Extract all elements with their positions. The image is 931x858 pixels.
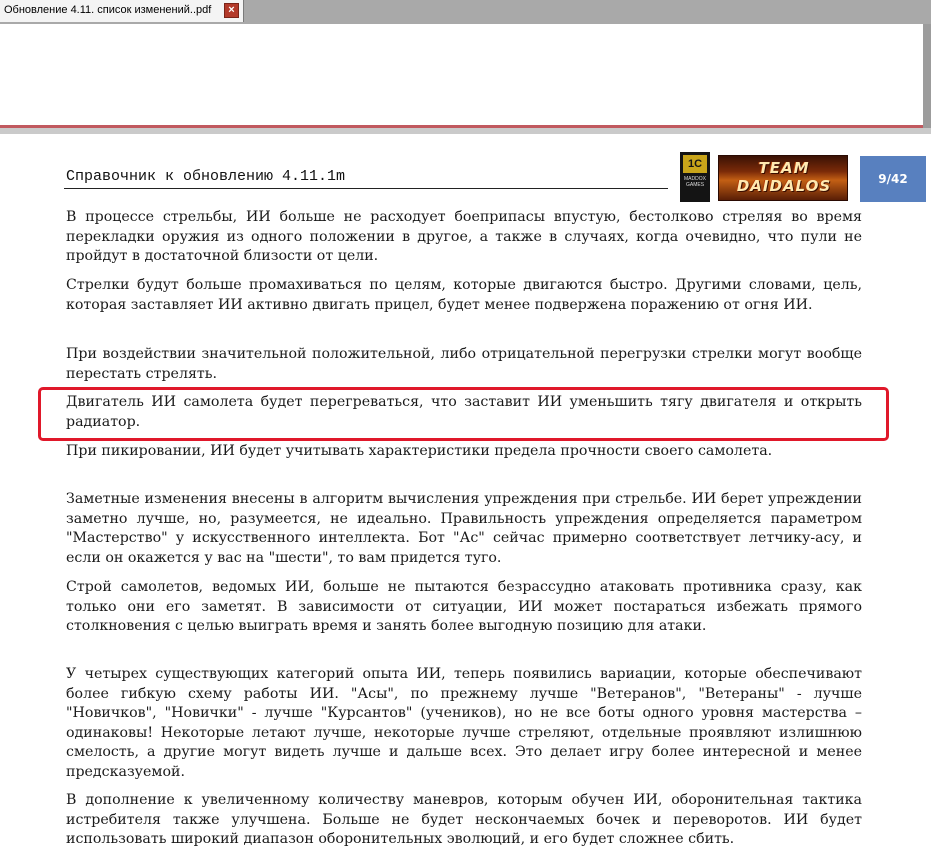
paragraph-9: В дополнение к увеличенному количеству маневров, которым обучен ИИ, оборонительная тактика истребителя также улучшена. Больше не будет нескончаемых бочек и переворотов. ИИ будет использовать широкий диапазон оборонительных эволюций, и его будет сложнее сбить. (66, 792, 862, 848)
toolbar-scroll-edge (923, 24, 931, 128)
team-daidalos-logo-text: TEAM DAIDALOS (736, 159, 832, 195)
pdf-page (0, 134, 931, 858)
tab-bar (0, 0, 931, 24)
logo-1c-subtitle: MADDOX GAMES (684, 176, 706, 188)
close-icon[interactable]: × (224, 3, 239, 18)
paragraph-3: При воздействии значительной положительной, либо отрицательной перегрузки стрелки могут вообще перестать стрелять. (66, 346, 862, 382)
running-title: Справочник к обновлению 4.11.1m (66, 168, 346, 185)
paragraph-4-highlighted: Двигатель ИИ самолета будет перегреваться, что заставит ИИ уменьшить тягу двигателя и открыть радиатор. (66, 394, 862, 430)
maddox-games-logo (680, 152, 710, 202)
highlight-box (38, 387, 889, 441)
paragraph-1: В процессе стрельбы, ИИ больше не расходует боеприпасы впустую, бестолково стреляя во время перекладки оружия из одного положении в другое, а также в случаях, когда очевидно, что пули не пройдут в достаточной близости от цели. (66, 209, 862, 265)
paragraph-5: При пикировании, ИИ будет учитывать характеристики предела прочности своего самолета. (66, 443, 773, 459)
paragraph-2: Стрелки будут больше промахиваться по целям, которые двигаются быстро. Другими словами, цель, которая заставляет ИИ активно двигать прицел, будет менее подвержена поражению от огня ИИ. (66, 277, 862, 313)
paragraph-8: У четырех существующих категорий опыта ИИ, теперь появились вариации, которые обеспечивают более гибкую схему работы ИИ. "Асы", по прежнему лучше "Ветеранов", "Ветераны" - лучше "Новичков", "Новички" - лучше "Курсантов" (учеников), но не все боты одного уровня мастерства – одинаковы! Некоторые летают лучше, некоторые лучше стреляют, отдельные проявляют излишнюю смелость, а другие могут видеть лучше и дальше всех. Это делает игру более интересной и менее предсказуемой. (66, 666, 862, 780)
paragraph-7: Строй самолетов, ведомых ИИ, больше не пытаются безрассудно атаковать противника сразу, как только они его заметят. В зависимости от ситуации, ИИ может постараться избежать прямого столкновения с целью выиграть время и занять более выгодную позицию для атаки. (66, 579, 862, 635)
page-number-badge: 9/42 (860, 156, 926, 202)
tab-title[interactable]: Обновление 4.11. список изменений..pdf (4, 4, 212, 16)
toolbar-area (0, 24, 923, 128)
paragraph-6: Заметные изменения внесены в алгоритм вычисления упреждения при стрельбе. ИИ берет упреждении заметно лучше, но, разумеется, не идеально. Правильность упреждения определяется параметром "Мастерство" у искусственного интеллекта. Бот "Ас" сейчас примерно соответствует летчику-асу, и если он окажется у вас на "шести", то вам придется туго. (66, 491, 862, 566)
document-tab[interactable] (0, 0, 244, 22)
team-daidalos-logo (718, 155, 848, 201)
header-rule (64, 188, 668, 189)
logo-1c-mark: 1C (683, 155, 707, 173)
